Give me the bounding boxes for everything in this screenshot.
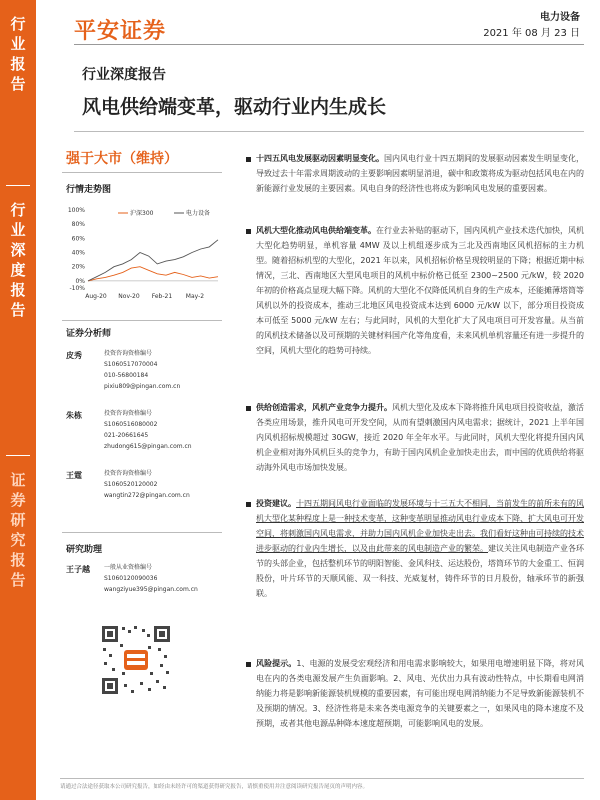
- paragraph-investment: [256, 496, 584, 601]
- x-tick-label: Aug-20: [85, 293, 107, 300]
- paragraph-text: 国内风电行业十四五期间的发展驱动因素发生明显变化，导致过去十年需求周期波动的主要影响因素明显消退，碳中和政策将成为驱动包括风电在内的新能源行业发展的主要因素。风电自身的经济性也将成为影响风电发展的重要因素。: [256, 154, 584, 193]
- rating-label: 强于大市（维持）: [66, 151, 178, 167]
- analyst-info: [104, 468, 190, 501]
- sidebar-char: 究: [10, 531, 26, 549]
- analyst-email: zhudong615@pingan.com.cn: [104, 443, 192, 450]
- sidebar-char: 行: [10, 15, 26, 33]
- sidebar-char: 券: [10, 491, 26, 509]
- analyst-info-line: 021-20661645: [104, 432, 149, 439]
- chart-divider: [62, 320, 222, 321]
- sidebar-char: 研: [10, 511, 26, 529]
- sidebar-char: 度: [10, 261, 26, 279]
- rating-divider: [62, 172, 222, 173]
- report-type: 行业深度报告: [82, 67, 166, 83]
- header-divider: [74, 44, 584, 45]
- sidebar-char: 报: [10, 551, 26, 569]
- sidebar-char: 告: [10, 75, 26, 93]
- bullet-marker: [246, 157, 251, 162]
- sidebar-char: 业: [10, 35, 26, 53]
- y-tick-label: 20%: [71, 263, 85, 271]
- sidebar-char: 深: [10, 241, 26, 259]
- x-tick-label: Feb-21: [151, 293, 173, 300]
- bullet-marker: [246, 502, 251, 507]
- analyst-info-line: 投资咨询资格编号: [104, 410, 153, 417]
- paragraph-text: 在行业去补贴的驱动下，国内风机产业技术迭代加快，风机大型化趋势明显，单机容量 4MW 及以上机组逐步成为三北及西南地区风机招标的主力机型。随着招标机型的大型化，2021 年以来，风机招标价格呈现较明显的下降；根据近期中标情况，三北、西南地区大型风电项目的风机中标价格已低至 2300~2500 元/kW，较 2020 年初的价格高点显现大幅下降。风机的大型化不仅降低风机自身的生产成本，还能摊薄塔筒等风机以外的投资成本，推动三北地区风电投资成本达到 6000 元/kW 以下，部分项目投资成本可低至 5000 元/kW 左右；与此同时，风机的大型化扩大了风电项目可开发容量。从当前的风机技术储备以及可预期的关键材料国产化等角度看，未来风机单机容量还有进一步提升的空间，风机大型化的趋势可持续。: [256, 226, 584, 355]
- analyst-info-line: 010-56800184: [104, 372, 149, 379]
- paragraph-lead: 供给创造需求，风机产业竞争力提升。: [256, 403, 392, 412]
- price-trend-svg: [62, 204, 222, 304]
- paragraph-lead: 投资建议。: [256, 499, 296, 508]
- analyst-info-line: 投资咨询资格编号: [104, 350, 153, 357]
- sidebar-label-deep-report: [0, 200, 36, 320]
- x-tick-label: May-2: [185, 293, 205, 300]
- assistant-email: wangziyue395@pingan.com.cn: [104, 586, 198, 593]
- x-tick-label: Nov-20: [118, 293, 140, 300]
- footer-disclaimer: 请通过合法途径获取本公司研究报告，如经由未经许可的渠道获得研究报告，请慎重使用并注意阅读研究报告尾页的声明内容。: [60, 784, 369, 790]
- legend-label: 沪深300: [130, 210, 154, 217]
- sidebar-divider: [6, 185, 30, 186]
- sidebar-label-industry-report: [0, 14, 36, 94]
- analyst-name: 王霆: [66, 471, 82, 480]
- assistant-info: [104, 562, 198, 595]
- qr-code-icon: [100, 624, 172, 696]
- y-tick-label: 0%: [75, 277, 85, 285]
- analyst-email: pixiu809@pingan.com.cn: [104, 383, 181, 390]
- sidebar-char: 行: [10, 201, 26, 219]
- analyst-info-line: S1060517070004: [104, 361, 158, 368]
- legend-label: 电力设备: [186, 210, 211, 217]
- sidebar-char: 报: [10, 281, 26, 299]
- assistant-info-line: S1060120090036: [104, 575, 158, 582]
- report-title: 风电供给端变革，驱动行业内生成长: [82, 96, 387, 118]
- analyst-info: [104, 408, 192, 452]
- y-tick-label: 40%: [71, 249, 85, 257]
- sidebar-label-research-report: [0, 470, 36, 590]
- analysts-title: 证券分析师: [66, 329, 112, 339]
- chart-section-title: 行情走势图: [66, 185, 112, 195]
- series-line-power-equipment: [88, 240, 218, 281]
- y-tick-label: 60%: [71, 235, 85, 243]
- analyst-name: 皮秀: [66, 351, 82, 360]
- series-line-csi300: [88, 267, 218, 281]
- paragraph-text: 1、电源的发展受宏观经济和用电需求影响较大，如果用电增速明显下降，将对风电在内的各类电源发展产生负面影响。2、风电、光伏出力具有波动性特点，中长期看电网消纳能力将是影响新能源装机规模的重要因素，有可能出现电网消纳能力不足导致新能源装机不及预期的情况。3、经济性将是未来各类电源竞争的关键要素之一，如果风电的降本速度不及预期，或者其他电源品种降本速度超预期，可能影响风电的发展。: [256, 659, 585, 728]
- paragraph-drivers: [256, 151, 584, 196]
- header-category: 电力设备: [540, 12, 580, 23]
- sidebar-char: 告: [10, 571, 26, 589]
- paragraph-text: 风机大型化及成本下降将推升风电项目投资收益，激活各类应用场景，推升风电可开发空间，从而有望刺激国内风电需求；据统计，2021 上半年国内风机招标规模超过 30GW，接近 2020 年全年水平。与此同时，风机大型化将提升国内风机企业相对海外风机巨头的竞争力，有助于国内风机企业加快走出去，而中国的优质供给将驱动海外风电市场加快发展。: [256, 403, 584, 472]
- paragraph-lead: 风机大型化推动风电供给端变革。: [256, 226, 376, 235]
- title-divider: [74, 131, 584, 132]
- analysts-divider: [62, 532, 222, 533]
- analyst-name: 朱栋: [66, 411, 82, 420]
- assistant-title: 研究助理: [66, 545, 103, 555]
- brand-logo: 平安证券: [74, 19, 167, 44]
- y-tick-label: -10%: [69, 285, 85, 292]
- sidebar-char: 告: [10, 301, 26, 319]
- paragraph-lead: 风险提示。: [256, 659, 297, 668]
- analyst-email: wangtin272@pingan.com.cn: [104, 492, 190, 499]
- paragraph-risk: [256, 656, 584, 731]
- footer-divider: [60, 778, 584, 779]
- paragraph-turbine-scale: [256, 223, 584, 358]
- y-tick-label: 80%: [71, 221, 85, 229]
- analyst-info-line: 投资咨询资格编号: [104, 470, 153, 477]
- paragraph-text: 建议关注风电制造产业各环节的头部企业，包括整机环节的明阳智能、金风科技、运达股份，塔筒环节的大金重工、恒润股份，叶片环节的天顺风能、双一科技、光威复材，铸件环节的日月股份，轴承环节的新强联。: [256, 544, 584, 598]
- bullet-marker: [246, 229, 251, 234]
- analyst-info-line: S1060516080002: [104, 421, 158, 428]
- y-tick-label: 100%: [67, 207, 85, 214]
- bullet-marker: [246, 406, 251, 411]
- sidebar-char: 业: [10, 221, 26, 239]
- sidebar-divider: [6, 455, 30, 456]
- assistant-info-line: 一般从业资格编号: [104, 564, 153, 571]
- analyst-info: [104, 348, 180, 392]
- sidebar-char: 证: [10, 471, 26, 489]
- header-date: 2021 年 08 月 23 日: [483, 28, 580, 39]
- analyst-info-line: S1060520120002: [104, 481, 158, 488]
- paragraph-underlined: 十四五期间风电行业面临的发展环境与十三五大不相同，当前发生的前所未有的风机大型化某种程度上是一种技术变革，这种变革明显推动风电行业成本下降、扩大风电可开发空间，将刺激国内风电需求，并助力国内风机企业加快走出去。我们看好这种由可持续的技术进步驱动的行业内生增长，以及由此带来的风电制造产业的繁荣。: [256, 499, 584, 553]
- bullet-marker: [246, 662, 251, 667]
- price-trend-chart: [62, 204, 222, 304]
- paragraph-supply-demand: [256, 400, 584, 475]
- sidebar-char: 报: [10, 55, 26, 73]
- sidebar: [0, 0, 36, 800]
- paragraph-lead: 十四五风电发展驱动因素明显变化。: [256, 154, 384, 163]
- assistant-name: 王子越: [66, 565, 90, 574]
